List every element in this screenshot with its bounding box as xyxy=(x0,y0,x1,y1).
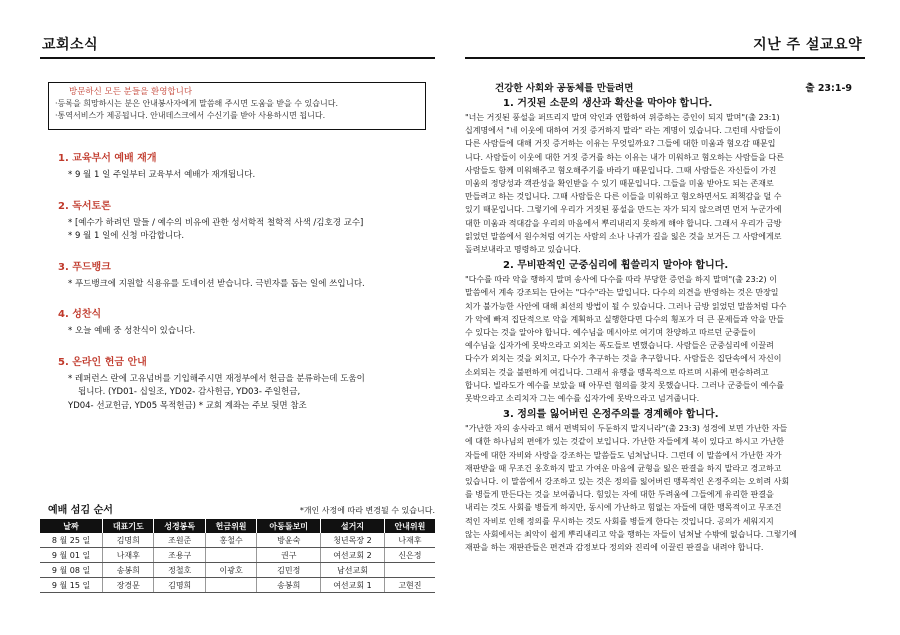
table-cell xyxy=(384,563,435,578)
church-news-header: 교회소식 xyxy=(42,37,99,53)
table-cell: 송봉희 xyxy=(257,578,321,593)
welcome-line: ·통역서비스가 제공됩니다. 안내데스크에서 수신기를 받아 사용하시면 됩니다. xyxy=(55,111,326,120)
table-cell: 방윤숙 xyxy=(257,533,321,548)
table-cell: 정철호 xyxy=(154,563,205,578)
table-cell: 신은정 xyxy=(384,548,435,563)
section-line: * 레퍼런스 란에 고유넘버를 기입해주시면 재정부에서 헌금을 분류하는데 도움이 xyxy=(68,373,365,384)
point-line: 만들려고 하는 것입니다. 그때 사람들은 다른 이들을 미워하고 혐오하면서도 죄책감을 덜 수 xyxy=(465,192,782,202)
point-body xyxy=(465,111,870,256)
table-row xyxy=(40,533,435,548)
point-line: 소외되는 것을 불편하게 여깁니다. 그래서 유행을 맹목적으로 따르며 시류에 편승하려고 xyxy=(465,367,769,377)
table-cell: 고현진 xyxy=(384,578,435,593)
schedule-table xyxy=(40,519,435,593)
section-body xyxy=(58,169,438,183)
point-line: 다수가 외치는 것을 외치고, 다수가 추구하는 것을 추구합니다. 사람들은 집단속에서 자신이 xyxy=(465,354,782,364)
schedule-title: 예배 섬김 순서 xyxy=(48,505,113,516)
table-cell: 나재후 xyxy=(103,548,154,563)
point-line: 십계명에서 "네 이웃에 대하여 거짓 증거하지 말라" 라는 계명이 있습니다. 그런데 사람들이 xyxy=(465,126,782,136)
schedule-note: *개인 사정에 따라 변경될 수 있습니다. xyxy=(299,506,435,515)
section-line: * [예수가 하려던 말들 / 예수의 비유에 관한 성서학적 철학적 사색 /김호경 교수] xyxy=(68,217,364,228)
point-line: 자들에 대한 자비와 사랑을 강조하는 말씀들도 넘쳐납니다. 그런데 이 말씀에서 가난한 자가 xyxy=(465,450,782,460)
point-title: 2. 무비판적인 군중심리에 휩쓸리지 말아야 합니다. xyxy=(503,260,729,272)
section-body xyxy=(58,325,438,339)
column-header: 성경봉독 xyxy=(154,519,205,533)
table-cell: 권구 xyxy=(257,548,321,563)
point-line: "다수를 따라 악을 행하지 말며 송사에 다수를 따라 부당한 증언을 하지 말며"(출 23:2) 이 xyxy=(465,275,777,285)
point-line: 있습니다. 이 말씀에서 강조하고 있는 것은 정의를 잃어버린 맹목적인 온정주의는 오히려 사회 xyxy=(465,477,790,487)
table-cell xyxy=(205,548,256,563)
section-title: 5. 온라인 헌금 안내 xyxy=(58,356,147,368)
table-cell: 조용구 xyxy=(154,548,205,563)
header-rule xyxy=(40,57,435,59)
news-sections xyxy=(58,152,438,430)
point-title: 3. 정의를 잃어버린 온정주의를 경계해야 합니다. xyxy=(503,409,719,421)
table-cell: 이광호 xyxy=(205,563,256,578)
sermon-title: 건강한 사회와 공동체를 만들려면 xyxy=(495,83,634,94)
section-body xyxy=(58,217,438,244)
table-header-row xyxy=(40,519,435,533)
point-line: 니다. 사람들이 이웃에 대한 거짓 증거를 하는 이유는 내가 미워하고 혐오하는 사람들을 다른 xyxy=(465,152,784,162)
section-title: 4. 성찬식 xyxy=(58,309,102,320)
section-line: * 푸드뱅크에 지원할 식용유를 도네이션 받습니다. 극빈자를 돕는 일에 쓰입니다. xyxy=(68,278,365,289)
section-title: 1. 교육부서 예배 재개 xyxy=(58,153,157,164)
point-line: 대한 미움과 적대감을 우리의 마음에서 뿌리내리지 못하게 해야 합니다. 그래서 우리가 금방 xyxy=(465,218,782,228)
table-cell: 여선교회 2 xyxy=(321,548,385,563)
scripture-reference: 출 23:1-9 xyxy=(805,83,852,94)
point-line: 수 있다는 것을 알아야 합니다. 예수님을 메시아로 여기며 찬양하고 따르던 군중들이 xyxy=(465,328,756,338)
column-header: 설거지 xyxy=(321,519,385,533)
table-cell: 김명희 xyxy=(154,578,205,593)
point-line: 다른 사람들에 대해 거짓 증거하는 이유는 무엇일까요? 그들에 대한 미움과 혐오감 때문입 xyxy=(465,139,776,149)
section-title: 2. 독서토론 xyxy=(58,200,111,212)
welcome-title: 방문하신 모든 분들을 환영합니다 xyxy=(69,87,193,97)
table-cell: 조원준 xyxy=(154,533,205,548)
table-cell: 남선교회 xyxy=(321,563,385,578)
table-cell: 나재후 xyxy=(384,533,435,548)
section-line: 됩니다. (YD01- 십일조, YD02- 감사헌금, YD03- 주일헌금, xyxy=(78,387,301,397)
table-cell: 9 월 01 일 xyxy=(40,548,103,563)
right-page xyxy=(450,0,900,635)
point-line: 적인 자비로 인해 정의를 무시하는 것도 사회를 병들게 한다는 것입니다. 공의가 세워지지 xyxy=(465,516,774,526)
point-line: 않는 사회에서는 최악이 쉽게 뿌리내리고 악을 행하는 자들이 넘쳐날 수밖에 없습니다. 그렇기에 xyxy=(465,529,797,539)
section-body xyxy=(58,373,438,414)
table-cell: 김민정 xyxy=(257,563,321,578)
point-line: 읽었던 말씀에서 원수처럼 여기는 사람의 소나 나귀가 길을 잃은 것을 보거든 그 사람에게로 xyxy=(465,231,782,241)
table-row xyxy=(40,563,435,578)
column-header: 헌금위원 xyxy=(205,519,256,533)
point-title: 1. 거짓된 소문의 생산과 확산을 막아야 합니다. xyxy=(503,98,713,109)
point-line: 에 대한 하나님의 편애가 있는 것같이 보입니다. 가난한 자들에게 복이 있다고 하시고 가난한 xyxy=(465,437,784,447)
point-line: 재판을 하는 재판관들은 편견과 감정보다 정의와 진리에 이끌린 판결을 내려야 합니다. xyxy=(465,543,764,553)
table-cell: 청년목장 2 xyxy=(321,533,385,548)
welcome-line: ·등록을 희망하시는 분은 안내봉사자에게 말씀해 주시면 도움을 받을 수 있습니다. xyxy=(55,99,338,108)
table-row xyxy=(40,548,435,563)
sermon-summary xyxy=(465,80,870,554)
point-line: 돌려보내라고 명령하고 있습니다. xyxy=(465,245,581,255)
point-line: "너는 거짓된 풍설을 퍼뜨리지 말며 악인과 연합하여 위증하는 증인이 되지 말며"(출 23:1) xyxy=(465,113,780,122)
point-line: 미움의 정당성과 객관성을 확인받을 수 있기 때문입니다. 그들을 미움 받아도 되는 존재로 xyxy=(465,179,774,189)
point-line: 재판받을 때 무조건 옹호하지 말고 가여운 마음에 균형을 잃은 판결을 하지 말라고 경고하고 xyxy=(465,463,782,473)
column-header: 아동돌보미 xyxy=(257,519,321,533)
point-line: 를 병들게 만든다는 것을 보여줍니다. 힘있는 자에 대한 두려움에 그들에게 유리한 판결을 xyxy=(465,490,774,500)
section-line: * 9 월 1 일 주일부터 교육부서 예배가 재개됩니다. xyxy=(68,170,256,180)
table-cell: 송봉희 xyxy=(103,563,154,578)
point-line: 가 악에 빠져 집단적으로 악을 계획하고 실행한다면 다수의 횡포가 더 큰 문제들과 악을 만들 xyxy=(465,314,784,324)
point-line: 합니다. 빌라도가 예수를 보았을 때 아무런 혐의를 찾지 못했습니다. 그러나 군중들이 예수를 xyxy=(465,380,784,390)
table-cell: 9 월 08 일 xyxy=(40,563,103,578)
section-line: YD04- 선교헌금, YD05 목적헌금) * 교회 계좌는 주보 뒷면 참조 xyxy=(68,400,307,411)
sermon-summary-header: 지난 주 설교요약 xyxy=(753,37,862,53)
table-cell: 장경문 xyxy=(103,578,154,593)
column-header: 대표기도 xyxy=(103,519,154,533)
point-line: 사람들도 함께 미워해주고 혐오해주기를 바라기 때문입니다. 그때 사람들은 자신들이 가진 xyxy=(465,165,777,175)
welcome-box xyxy=(48,82,426,130)
point-line: 치가 불가능한 사안에 대해 최선의 방법이 될 수 있습니다. 그러나 금방 읽었던 말씀처럼 다수 xyxy=(465,301,787,311)
table-cell: 홍철수 xyxy=(205,533,256,548)
table-cell xyxy=(205,578,256,593)
point-body xyxy=(465,273,870,405)
worship-schedule xyxy=(40,502,435,593)
header-rule xyxy=(465,57,865,59)
section-body xyxy=(58,278,438,292)
table-cell: 9 월 15 일 xyxy=(40,578,103,593)
point-line: 예수님을 십자가에 못박으라고 외치는 폭도들로 변했습니다. 사람들은 군중심리에 이끌려 xyxy=(465,341,774,351)
section-line: * 오늘 예배 중 성찬식이 있습니다. xyxy=(68,326,196,336)
column-header: 날짜 xyxy=(40,519,103,533)
point-line: 있기 때문입니다. 그렇기에 우리가 거짓된 풍설을 만드는 자가 되지 않으려면 먼저 누군가에 xyxy=(465,205,782,215)
point-line: 못박으라고 소리치자 그는 예수를 십자가에 못박으라고 넘겨줍니다. xyxy=(465,394,700,404)
point-line: 내리는 것도 사회를 병들게 하지만, 동시에 가난하고 힘없는 자들에 대한 맹목적이고 무조건 xyxy=(465,503,782,513)
table-cell: 여선교회 1 xyxy=(321,578,385,593)
point-line: 말씀에서 계속 강조되는 단어는 "다수"라는 말입니다. 다수의 의견을 반영하는 것은 만장일 xyxy=(465,288,779,298)
table-row xyxy=(40,578,435,593)
point-body xyxy=(465,422,870,554)
point-line: "가난한 자의 송사라고 해서 편벽되이 두둔하지 말지니라"(출 23:3) 성경에 보면 가난한 자들 xyxy=(465,424,788,434)
section-title: 3. 푸드뱅크 xyxy=(58,261,111,273)
table-cell: 8 월 25 일 xyxy=(40,533,103,548)
section-line: * 9 월 1 일에 신청 마감합니다. xyxy=(68,231,185,241)
table-cell: 김명희 xyxy=(103,533,154,548)
column-header: 안내위원 xyxy=(384,519,435,533)
